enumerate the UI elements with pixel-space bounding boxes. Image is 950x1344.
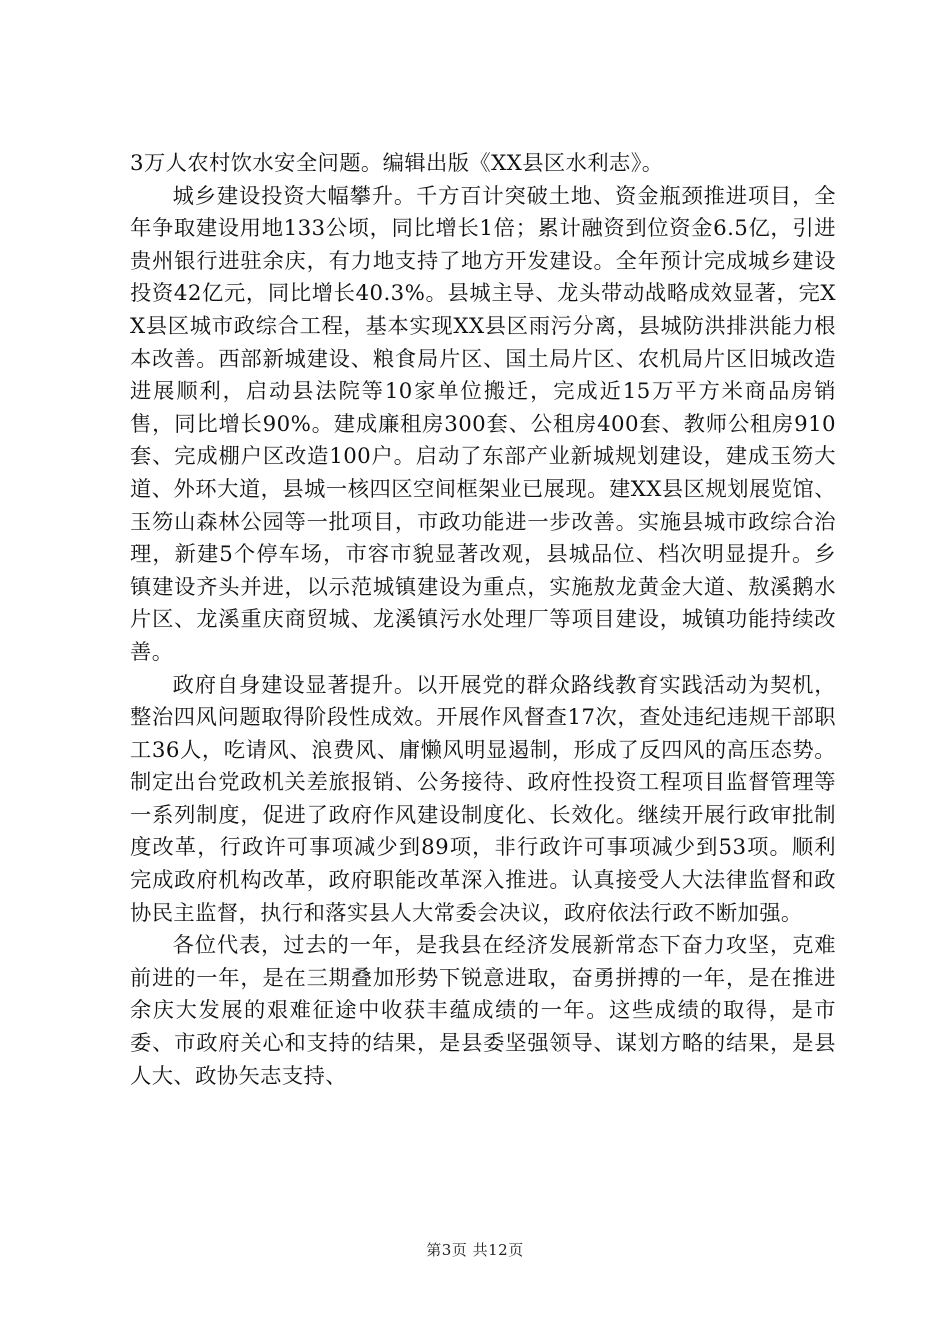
paragraph-1: 3万人农村饮水安全问题。编辑出版《XX县区水利志》。 xyxy=(130,151,664,176)
document-body xyxy=(130,148,836,1093)
paragraph-3: 政府自身建设显著提升。以开展党的群众路线教育实践活动为契机，整治四风问题取得阶段性成效。开展作风督查17次，查处违纪违规干部职工36人，吃请风、浪费风、庸懒风明显遏制，形成了反四风的高压态势。制定出台党政机关差旅报销、公务接待、政府性投资工程项目监督管理等一系列制度，促进了政府作风建设制度化、长效化。继续开展行政审批制度改革，行政许可事项减少到89项，非行政许可事项减少到53项。顺利完成政府机构改革，政府职能改革深入推进。认真接受人大法律监督和政协民主监督，执行和落实县人大常委会决议，政府依法行政不断加强。 xyxy=(130,672,836,926)
paragraph-4: 各位代表，过去的一年，是我县在经济发展新常态下奋力攻坚，克难前进的一年，是在三期叠加形势下锐意进取，奋勇拼搏的一年，是在推进余庆大发展的艰难征途中收获丰蕴成绩的一年。这些成绩的取得，是市委、市政府关心和支持的结果，是县委坚强领导、谋划方略的结果，是县人大、政协矢志支持、 xyxy=(130,933,836,1089)
paragraph-2: 城乡建设投资大幅攀升。千方百计突破土地、资金瓶颈推进项目，全年争取建设用地133公顷，同比增长1倍；累计融资到位资金6.5亿，引进贵州银行进驻余庆，有力地支持了地方开发建设。全年预计完成城乡建设投资42亿元，同比增长40.3%。县城主导、龙头带动战略成效显著，完XX县区城市政综合工程，基本实现XX县区雨污分离，县城防洪排洪能力根本改善。西部新城建设、粮食局片区、国土局片区、农机局片区旧城改造进展顺利，启动县法院等10家单位搬迁，完成近15万平方米商品房销售，同比增长90%。建成廉租房300套、公租房400套、教师公租房910套、完成棚户区改造100户。启动了东部产业新城规划建设，建成玉笏大道、外环大道，县城一核四区空间框架业已展现。建XX县区规划展览馆、玉笏山森林公园等一批项目，市政功能进一步改善。实施县城市政综合治理，新建5个停车场，市容市貌显著改观，县城品位、档次明显提升。乡镇建设齐头并进，以示范城镇建设为重点，实施敖龙黄金大道、敖溪鹅水片区、龙溪重庆商贸城、龙溪镇污水处理厂等项目建设，城镇功能持续改善。 xyxy=(130,183,836,665)
page-footer: 第3页 共12页 xyxy=(426,1241,524,1259)
